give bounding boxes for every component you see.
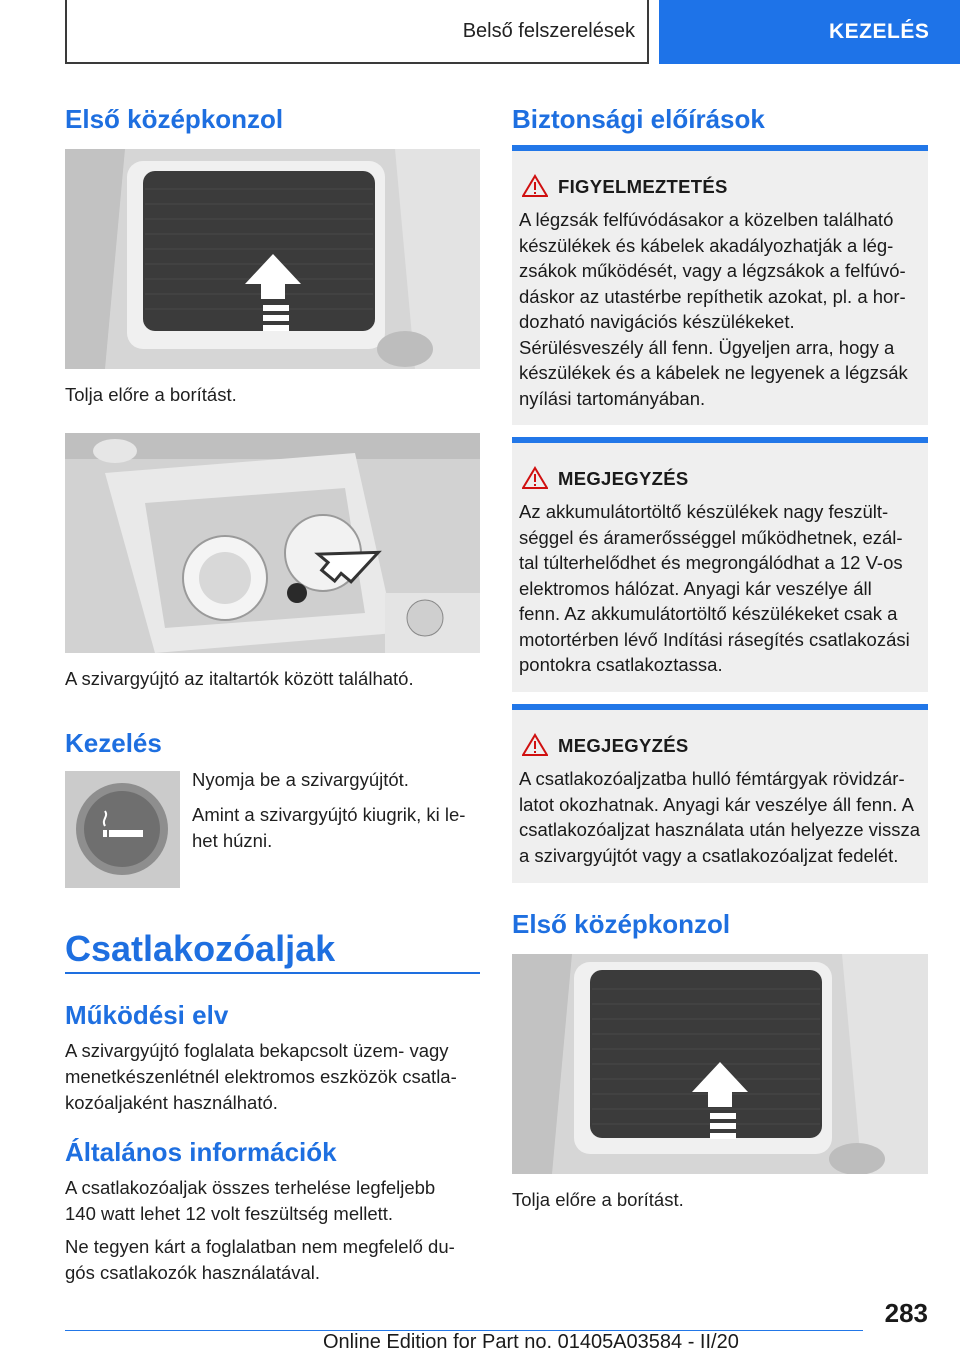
notice-label: MEGJEGYZÉS	[558, 735, 689, 756]
console-cover-illustration	[512, 954, 928, 1174]
notice-triangle-icon	[522, 466, 548, 490]
warning-line: készülékek és a kábelek ne legyenek a légzsák	[519, 362, 908, 383]
warning-line: dozható navigációs készülékeket.	[519, 311, 795, 332]
general-info-line-3: Ne tegyen kárt a foglalatban nem megfelelő du-	[65, 1236, 455, 1257]
notice-line: csatlakozóaljzat használata után helyezze vissza	[519, 819, 921, 840]
warning-text	[519, 207, 922, 411]
heading-rule	[65, 972, 480, 974]
cigarette-lighter-location-image	[65, 433, 480, 653]
notice-line: pontokra csatlakoztassa.	[519, 654, 723, 675]
edition-note: Online Edition for Part no. 01405A03584 - II/20	[323, 1331, 739, 1353]
console-cover-image-right	[512, 954, 928, 1174]
notice-line: séggel és áramerősséggel működhetnek, ezál-	[519, 526, 903, 548]
caption-lighter-location: A szivargyújtó az italtartók között található.	[65, 668, 414, 689]
heading-principle: Működési elv	[65, 1000, 229, 1030]
chapter-tab	[659, 0, 960, 64]
notice-label: MEGJEGYZÉS	[558, 468, 689, 489]
general-info-line-1: A csatlakozóaljak összes terhelése legfeljebb	[65, 1177, 436, 1198]
caption-push-cover-right: Tolja előre a borítást.	[512, 1189, 684, 1210]
notice-line: motortérben lévő Indítási rásegítés csatlakozási	[519, 628, 910, 650]
principle-line-2: menetkészenlétnél elektromos eszközök csatla-	[65, 1066, 457, 1087]
warning-line: készülékek és kábelek akadályozhatják a lég-	[519, 234, 894, 256]
chapter-title: KEZELÉS	[829, 20, 930, 43]
principle-line-1: A szivargyújtó foglalata bekapcsolt üzem- vagy	[65, 1040, 449, 1061]
console-cover-illustration	[65, 149, 480, 369]
notice-box-charger	[512, 437, 928, 692]
heading-first-console: Első középkonzol	[65, 104, 284, 134]
heading-safety: Biztonsági előírások	[512, 104, 765, 134]
heading-operation: Kezelés	[65, 728, 162, 758]
warning-line: zsákok működését, vagy a légzsákok a felfúvó-	[519, 260, 906, 281]
notice-line: Az akkumulátortöltő készülékek nagy feszült-	[519, 501, 889, 522]
running-header-section	[65, 0, 649, 64]
lighter-button-image	[65, 771, 180, 888]
warning-line: dáskor az utastérbe repíthetik azokat, pl. a hor-	[519, 285, 906, 307]
notice-line: a szivargyújtót vagy a csatlakozóaljzat fedelét.	[519, 844, 899, 866]
principle-line-3: kozóaljaként használható.	[65, 1092, 278, 1113]
general-info-line-4: gós csatlakozók használatával.	[65, 1262, 321, 1283]
operation-step-pullout-line1: Amint a szivargyújtó kiugrik, ki le-	[192, 804, 466, 825]
warning-triangle-icon	[522, 174, 548, 198]
warning-box	[512, 145, 928, 425]
section-title: Belső felszerelések	[462, 19, 635, 42]
warning-label: FIGYELMEZTETÉS	[558, 176, 728, 197]
notice-triangle-icon	[522, 733, 548, 757]
notice-text	[519, 766, 922, 868]
heading-sockets: Csatlakozóaljak	[65, 928, 336, 969]
heading-general-info: Általános információk	[65, 1137, 337, 1167]
cigarette-lighter-icon	[65, 771, 180, 888]
page-number: 283	[884, 1298, 928, 1328]
notice-line: latot okozhatnak. Anyagi kár veszélye áll fenn. A	[519, 793, 914, 815]
notice-text	[519, 499, 922, 678]
notice-box-socket	[512, 704, 928, 883]
warning-line: Sérülésveszély áll fenn. Ügyeljen arra, hogy a	[519, 336, 895, 358]
notice-line: elektromos hálózat. Anyagi kár veszélye áll	[519, 577, 872, 599]
general-info-line-2: 140 watt lehet 12 volt feszültség mellett.	[65, 1203, 394, 1224]
notice-line: fenn. Az akkumulátortöltő készülékeket csak a	[519, 603, 898, 624]
notice-line: A csatlakozóaljzatba hulló fémtárgyak rövidzár-	[519, 768, 905, 789]
operation-step-pullout-line2: het húzni.	[192, 830, 273, 851]
warning-line: A légzsák felfúvódásakor a közelben található	[519, 209, 894, 230]
warning-line: nyílási tartományában.	[519, 387, 706, 409]
operation-step-push: Nyomja be a szivargyújtót.	[192, 769, 409, 790]
caption-push-cover: Tolja előre a borítást.	[65, 384, 237, 405]
heading-first-console-right: Első középkonzol	[512, 909, 731, 939]
cupholder-illustration	[65, 433, 480, 653]
notice-line: tal túlterhelődhet és megrongálódhat a 12 V-os	[519, 552, 903, 573]
console-cover-image	[65, 149, 480, 369]
